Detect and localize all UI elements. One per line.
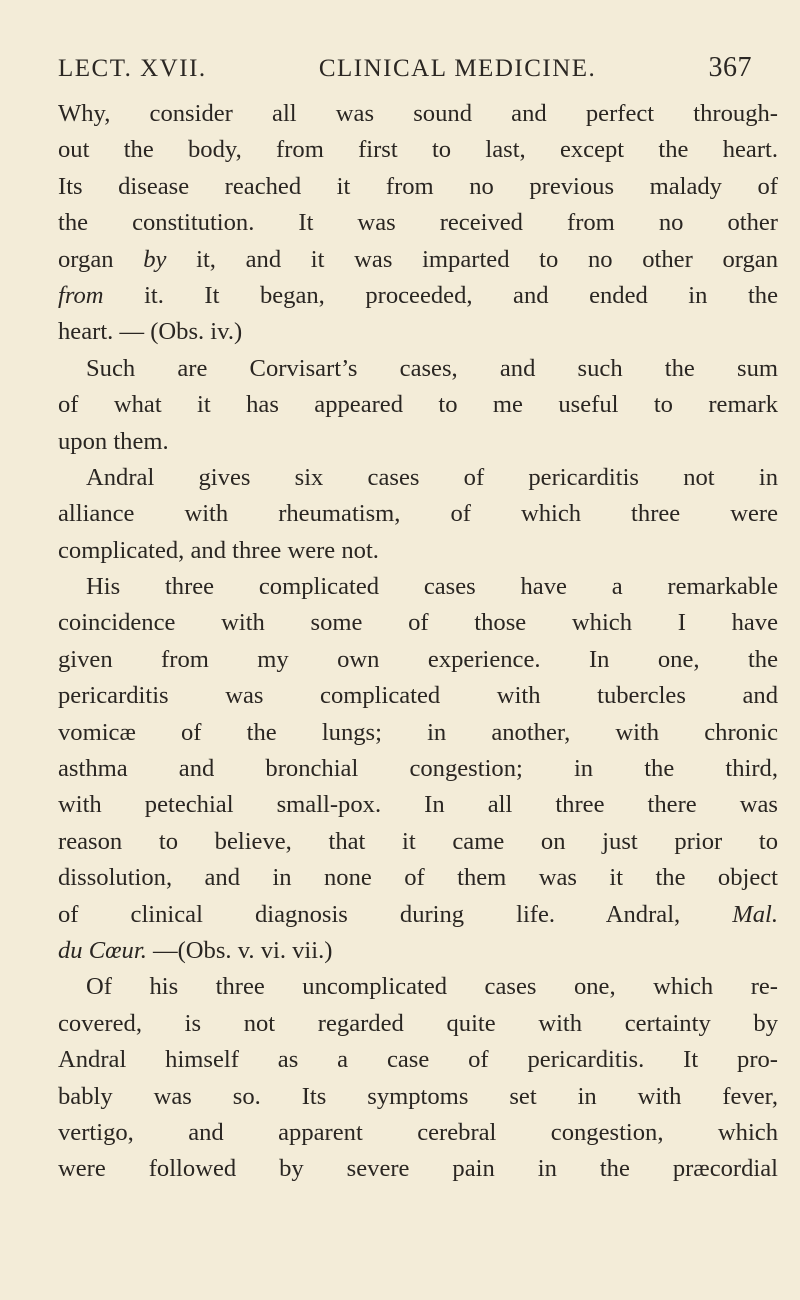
text-line <box>58 969 778 1005</box>
text-segment: Of his three uncomplicated cases one, which re- <box>86 973 778 1001</box>
text-line <box>58 569 778 605</box>
italic-text: from <box>58 281 104 309</box>
text-segment: vertigo, and apparent cerebral congestion, which <box>58 1118 778 1146</box>
text-segment: Andral himself as a case of pericarditis. It pro- <box>58 1046 778 1074</box>
text-segment: bably was so. Its symptoms set in with fever, <box>58 1082 778 1110</box>
text-segment: organ <box>58 245 144 273</box>
text-line <box>58 169 778 205</box>
text-line <box>58 897 778 933</box>
running-header <box>58 52 752 84</box>
text-segment: heart. — (Obs. iv.) <box>58 318 243 346</box>
text-line <box>58 314 778 350</box>
text-segment: of what it has appeared to me useful to remark <box>58 391 778 419</box>
text-segment: dissolution, and in none of them was it the object <box>58 864 778 892</box>
text-segment: covered, is not regarded quite with certainty by <box>58 1009 778 1037</box>
text-line <box>58 278 778 314</box>
text-segment: alliance with rheumatism, of which three were <box>58 500 778 528</box>
running-title: CLINICAL MEDICINE. <box>318 55 597 82</box>
text-line <box>58 460 778 496</box>
text-segment: —(Obs. v. vi. vii.) <box>146 936 333 964</box>
text-line <box>58 642 778 678</box>
text-line <box>58 787 778 823</box>
text-line <box>58 1079 778 1115</box>
text-line <box>58 605 778 641</box>
text-segment: of clinical diagnosis during life. Andral, <box>58 900 733 928</box>
text-line <box>58 678 778 714</box>
text-segment: given from my own experience. In one, the <box>58 645 778 673</box>
text-segment: His three complicated cases have a remarkable <box>86 573 778 601</box>
text-segment: it, and it was imparted to no other organ <box>166 245 778 273</box>
text-segment: were followed by severe pain in the præcordial <box>58 1155 778 1183</box>
text-line <box>58 351 778 387</box>
text-segment: Such are Corvisart’s cases, and such the sum <box>86 354 778 382</box>
body-text <box>58 96 778 1188</box>
text-line <box>58 824 778 860</box>
italic-text: Mal. <box>732 900 778 928</box>
text-line <box>58 387 778 423</box>
text-line <box>58 860 778 896</box>
text-line <box>58 1042 778 1078</box>
text-segment: coincidence with some of those which I have <box>58 609 778 637</box>
text-line <box>58 933 778 969</box>
text-segment: the constitution. It was received from no other <box>58 209 778 237</box>
text-line <box>58 1151 778 1187</box>
text-segment: upon them. <box>58 427 169 455</box>
text-segment: complicated, and three were not. <box>58 536 379 564</box>
text-line <box>58 715 778 751</box>
lecture-label: LECT. XVII. <box>58 55 207 82</box>
text-segment: Why, consider all was sound and perfect through- <box>58 100 778 127</box>
text-segment: out the body, from first to last, except the heart. <box>58 136 778 164</box>
text-line <box>58 496 778 532</box>
text-segment: reason to believe, that it came on just prior to <box>58 827 778 855</box>
text-line <box>58 1115 778 1151</box>
text-line <box>58 96 778 132</box>
text-segment: vomicæ of the lungs; in another, with chronic <box>58 718 778 746</box>
text-line <box>58 424 778 460</box>
text-line <box>58 205 778 241</box>
text-line <box>58 242 778 278</box>
text-segment: Its disease reached it from no previous malady of <box>58 172 778 200</box>
italic-text: by <box>143 245 167 273</box>
text-line <box>58 751 778 787</box>
text-segment: Andral gives six cases of pericarditis not in <box>86 463 778 491</box>
text-segment: it. It began, proceeded, and ended in the <box>103 281 778 309</box>
page-number: 367 <box>708 52 752 83</box>
text-segment: with petechial small-pox. In all three there was <box>58 791 778 819</box>
text-line <box>58 533 778 569</box>
text-line <box>58 1006 778 1042</box>
text-segment: asthma and bronchial congestion; in the third, <box>58 755 778 783</box>
text-segment: pericarditis was complicated with tubercles and <box>58 682 778 710</box>
italic-text: du Cœur. <box>58 936 147 964</box>
text-line <box>58 132 778 168</box>
